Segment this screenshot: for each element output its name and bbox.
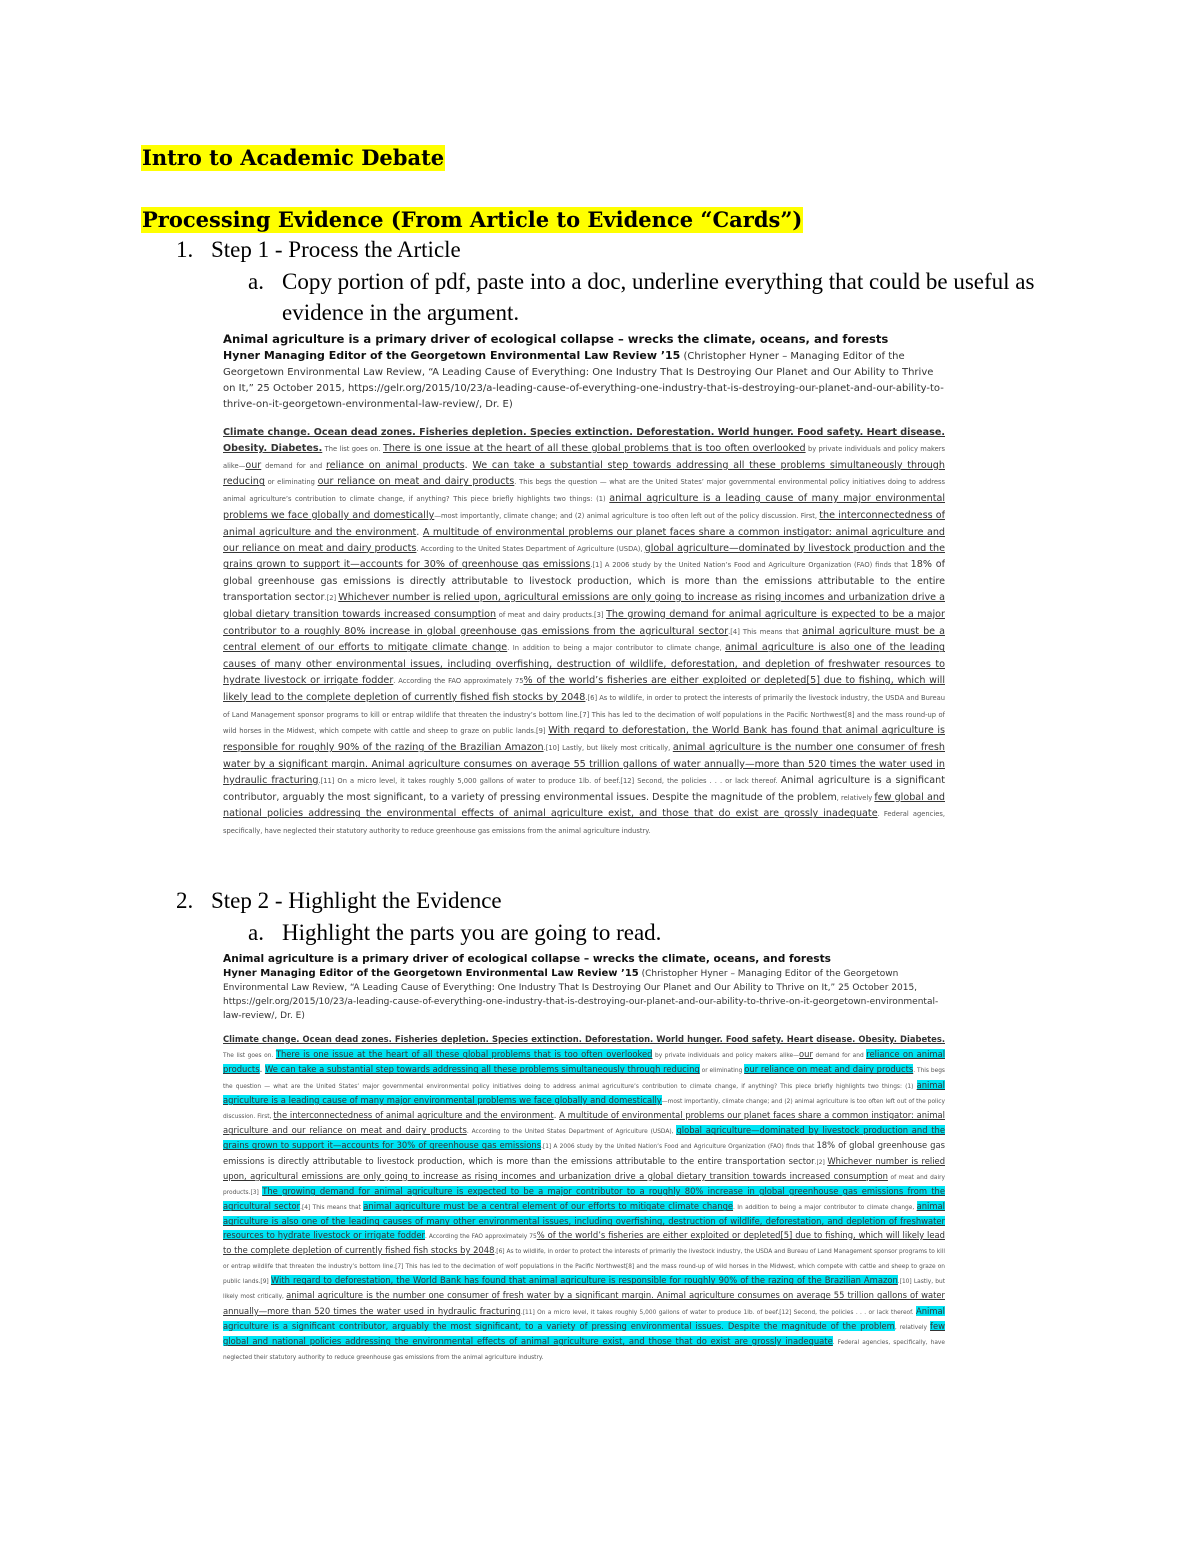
card-text: our reliance on meat and dairy products (317, 476, 515, 488)
card-text: A multitude of environmental problems our planet faces share a common instigator: animal agriculture and our reliance on meat and dairy products (223, 526, 945, 554)
card-body (223, 1033, 945, 1365)
card-text: or eliminating (264, 478, 318, 487)
card-text: reliance on animal products (325, 459, 465, 471)
step-2 (176, 887, 502, 915)
step-2-substep (248, 917, 1068, 948)
card-text: There is one issue at the heart of all these global problems that is too often overlooked (275, 1049, 653, 1060)
card-text: Whichever number is relied upon, agricultural emissions are only going to increase as rising incomes and urbanization drive a global dietary transition towards increased consumption (223, 591, 945, 620)
card-text: With regard to deforestation, the World Bank has found that animal agriculture is responsible for roughly 90% of the razing of the Brazilian Amazon (223, 725, 945, 754)
card-text: % of the world’s fisheries are either exploited or depleted[5] due to fishing, which will likely lead to the complete depletion of currently fished fish stocks by 2048 (223, 1229, 945, 1255)
card-text: reliance on animal products (223, 1049, 945, 1075)
step-label: Step 2 - Highlight the Evidence (211, 888, 502, 913)
step-1 (176, 236, 461, 264)
card-tag: Animal agriculture is a primary driver of ecological collapse – wrecks the climate, oceans, and forests (223, 332, 889, 346)
card-text: . This begs the question — what are the United States’ major governmental environmental policy initiatives doing to address animal agriculture’s contribution to climate change, if anything? This piece briefly highlights two things: (1) (223, 1068, 945, 1090)
card-text: . (416, 526, 423, 538)
card-text: The growing demand for animal agriculture is expected to be a major contributor to a roughly 80% increase in global greenhouse gas emissions from the agricultural sector (223, 608, 945, 637)
card-text: Climate change. Ocean dead zones. Fisheries depletion. Species extinction. Deforestation. World hunger. Food safety. Heart disease. Obesity. Diabetes. (223, 1034, 945, 1044)
card-text: demand for and (812, 1053, 867, 1060)
card-text: the interconnectedness of animal agriculture and the environment (273, 1110, 554, 1121)
card-text: animal agriculture is the number one consumer of fresh water by a significant margin. Animal agriculture consumes on average 55 trillion gallons of water annually—more than 520 times the water used in hydraulic fracturing (223, 1290, 945, 1316)
card-text: by private individuals and policy makers alike— (652, 1053, 800, 1060)
card-text: .[4] This means that (300, 1205, 364, 1212)
substep-text: Highlight the parts you are going to read. (282, 920, 662, 945)
card-text: With regard to deforestation, the World Bank has found that animal agriculture is responsible for roughly 90% of the razing of the Brazilian Amazon (270, 1275, 898, 1286)
card-text: . According the FAO approximately 75 (393, 676, 524, 685)
card-text: . In addition to being a major contributor to climate change, (733, 1205, 917, 1212)
card-text: .[1] A 2006 study by the United Nation’s Food and Agriculture Organization (FAO) finds that (590, 561, 911, 570)
card-text: our reliance on meat and dairy products (744, 1064, 914, 1075)
card-text: animal agriculture is a leading cause of many major environmental problems we face globally and domestically (223, 1079, 945, 1105)
card-text: Animal agriculture is a significant contributor, arguably the most significant, to a variety of pressing environmental issues. Despite the magnitude of the problem (223, 774, 945, 803)
card-text: Whichever number is relied upon, agricultural emissions are only going to increase as rising incomes and urbanization drive a global dietary transition towards increased consumption (223, 1155, 945, 1181)
card-text: .[10] Lastly, but likely most critically, (543, 744, 673, 753)
card-text: . In addition to being a major contributor to climate change, (507, 644, 726, 653)
document-title: Intro to Academic Debate (142, 145, 445, 170)
cite-author: Hyner Managing Editor of the Georgetown Environmental Law Review ’15 (223, 349, 681, 362)
card-text: few global and national policies addressing the environmental effects of animal agriculture exist, and those that do exist are grossly inadequate (223, 1320, 945, 1347)
evidence-card-highlighted (223, 952, 945, 1402)
card-text: Animal agriculture is a significant contributor, arguably the most significant, to a variety of pressing environmental issues. Despite the magnitude of the problem (223, 1305, 945, 1331)
card-text: demand for and (261, 461, 326, 470)
card-text: 18% of global greenhouse gas emissions is directly attributable to livestock production, which is more than the emissions attributable to the entire transportation sector (223, 1140, 945, 1166)
card-text: .[4] This means that (728, 627, 803, 636)
card-body (223, 425, 945, 840)
card-text: . (259, 1064, 265, 1075)
card-text: , relatively (894, 1324, 931, 1331)
card-text: .[11] On a micro level, it takes roughly 5,000 gallons of water to produce 1lb. of beef.[12] Second, the policies . . . or lack thereof. (318, 776, 781, 785)
card-text: . Federal agencies, specifically, have neglected their statutory authority to reduce greenhouse gas emissions from the animal agriculture industry. (223, 1340, 945, 1362)
card-text: the interconnectedness of animal agriculture and the environment (223, 509, 945, 538)
step-number: 1. (176, 237, 194, 262)
card-text: . According to the United States Department of Agriculture (USDA), (416, 544, 645, 553)
card-text: .[6] As to wildlife, in order to protect the interests of primarily the livestock industry, the USDA and Bureau of Land Management sponsor programs to kill or entrap wildlife that threaten the industry’s bottom line.[7] This has led to the decimation of wolf populations in the Pacific Northwest[8] and the mass round-up of wild horses in the Midwest, which compete with cattle and sheep to graze on public lands.[9] (223, 693, 945, 736)
card-text: animal agriculture is also one of the leading causes of many other environmental issues, including overfishing, destruction of wildlife, deforestation, and depletion of freshwater resources to hydrate livestock or irrigate fodder (223, 1201, 945, 1240)
section-heading: Processing Evidence (From Article to Evidence “Cards”) (142, 207, 803, 232)
card-text: animal agriculture is the number one consumer of fresh water by a significant margin. Animal agriculture consumes on average 55 trillion gallons of water annually—more than 520 times the water used in hydraulic fracturing (223, 742, 945, 786)
card-text: global agriculture—dominated by livestock production and the grains grown to support it—accounts for 30% of greenhouse gas emissions (223, 1125, 945, 1151)
card-text: The growing demand for animal agriculture is expected to be a major contributor to a roughly 80% increase in global greenhouse gas emissions from the agricultural sector (223, 1186, 945, 1212)
card-text: —most importantly, climate change; and (2) animal agriculture is too often left out of the policy discussion. First, (223, 1098, 945, 1121)
card-text: Climate change. Ocean dead zones. Fisheries depletion. Species extinction. Deforestation. World hunger. Food safety. Heart disease. Obesity. Diabetes. (223, 427, 945, 454)
cite-author: Hyner Managing Editor of the Georgetown Environmental Law Review ’15 (223, 968, 639, 979)
evidence-card-underlined (223, 331, 945, 873)
card-text: of meat and dairy products.[3] (496, 610, 607, 619)
card-text: our (799, 1049, 813, 1060)
card-text: animal agriculture must be a central element of our efforts to mitigate climate change (223, 625, 945, 654)
card-text: .[1] A 2006 study by the United Nation’s Food and Agriculture Organization (FAO) finds that (541, 1144, 817, 1151)
step-1-substep (248, 266, 1068, 328)
card-text: , relatively (836, 793, 875, 802)
card-citation (223, 348, 945, 413)
card-text: animal agriculture is a leading cause of many major environmental problems we face globally and domestically (223, 493, 945, 521)
card-tag: Animal agriculture is a primary driver of ecological collapse – wrecks the climate, oceans, and forests (223, 953, 831, 965)
card-citation (223, 967, 945, 1023)
card-text: our (245, 459, 262, 471)
card-text: . Federal agencies, specifically, have neglected their statutory authority to reduce greenhouse gas emissions from the animal agriculture industry. (223, 810, 945, 836)
card-text: by private individuals and policy makers alike— (223, 444, 945, 470)
card-text: animal agriculture must be a central element of our efforts to mitigate climate change (363, 1201, 734, 1212)
card-text: or eliminating (699, 1068, 745, 1075)
card-text: few global and national policies addressing the environmental effects of animal agriculture exist, and those that do exist are grossly inadequate (223, 791, 945, 820)
card-text: . (553, 1110, 560, 1121)
card-text: .[6] As to wildlife, in order to protect the interests of primarily the livestock industry, the USDA and Bureau of Land Management sponsor programs to kill or entrap wildlife that threaten the industry’s bottom line.[7] This has led to the decimation of wolf populations in the Pacific Northwest[8] and the mass round-up of wild horses in the Midwest, which compete with cattle and sheep to graze on public lands.[9] (223, 1248, 945, 1286)
card-text: .[10] Lastly, but likely most critically, (223, 1279, 945, 1301)
card-text: . This begs the question — what are the United States’ major governmental environmental policy initiatives doing to address animal agriculture’s contribution to climate change, if anything? This piece briefly highlights two things: (1) (223, 478, 945, 504)
cite-details: (Christopher Hyner – Managing Editor of the Georgetown Environmental Law Review, “A Leading Cause of Everything: One Industry That Is Destroying Our Planet and Our Ability to Thrive on It,” 25 October 2015, https://gelr.org/2015/10/23/a-leading-cause-of-everything-one-industry-that-is-destroying-our-planet-and-our-ability-to-thrive-on-it-georgetown-environmental-law-review/, Dr. E) (223, 969, 939, 1021)
card-text: . According the FAO approximately 75 (424, 1233, 537, 1240)
step-label: Step 1 - Process the Article (211, 237, 461, 262)
card-text: The list goes on. (322, 444, 383, 453)
card-text: animal agriculture is also one of the leading causes of many other environmental issues, including overfishing, destruction of wildlife, deforestation, and depletion of freshwater resources to hydrate livestock or irrigate fodder (223, 642, 945, 686)
card-text: There is one issue at the heart of all these global problems that is too often overlooked (382, 442, 806, 454)
card-text: The list goes on. (223, 1053, 276, 1060)
card-text: . (464, 459, 473, 471)
card-text: .[2] (324, 593, 339, 602)
card-text: A multitude of environmental problems our planet faces share a common instigator: animal agriculture and our reliance on meat and dairy products (223, 1110, 945, 1136)
card-text: We can take a substantial step towards addressing all these problems simultaneously through reducing (223, 459, 945, 488)
card-text: . According to the United States Department of Agriculture (USDA), (466, 1129, 677, 1136)
cite-details: (Christopher Hyner – Managing Editor of the Georgetown Environmental Law Review, “A Leading Cause of Everything: One Industry That Is Destroying Our Planet and Our Ability to Thrive on It,” 25 October 2015, https://gelr.org/2015/10/23/a-leading-cause-of-everything-one-industry-that-is-destroying-our-planet-and-our-ability-to-thrive-on-it-georgetown-environmental-law-review/, Dr. E) (223, 351, 944, 410)
substep-letter: a. (248, 920, 264, 945)
card-text: global agriculture—dominated by livestock production and the grains grown to support it—accounts for 30% of greenhouse gas emissions (223, 542, 945, 571)
card-text: .[11] On a micro level, it takes roughly 5,000 gallons of water to produce 1lb. of beef.[12] Second, the policies . . . or lack thereof. (520, 1309, 917, 1316)
substep-text: Copy portion of pdf, paste into a doc, underline everything that could be useful as evidence in the argument. (282, 269, 1035, 325)
card-text: .[2] (814, 1159, 828, 1166)
card-text: —most importantly, climate change; and (2) animal agriculture is too often left out of the policy discussion. First, (434, 511, 820, 520)
step-number: 2. (176, 888, 194, 913)
card-text: We can take a substantial step towards addressing all these problems simultaneously through reducing (264, 1064, 700, 1075)
substep-letter: a. (248, 269, 264, 294)
card-text: % of the world’s fisheries are either exploited or depleted[5] due to fishing, which will likely lead to the complete depletion of currently fished fish stocks by 2048 (223, 674, 945, 703)
card-text: of meat and dairy products.[3] (223, 1174, 945, 1197)
card-text: 18% of global greenhouse gas emissions is directly attributable to livestock production, which is more than the emissions attributable to the entire transportation sector (223, 559, 945, 603)
